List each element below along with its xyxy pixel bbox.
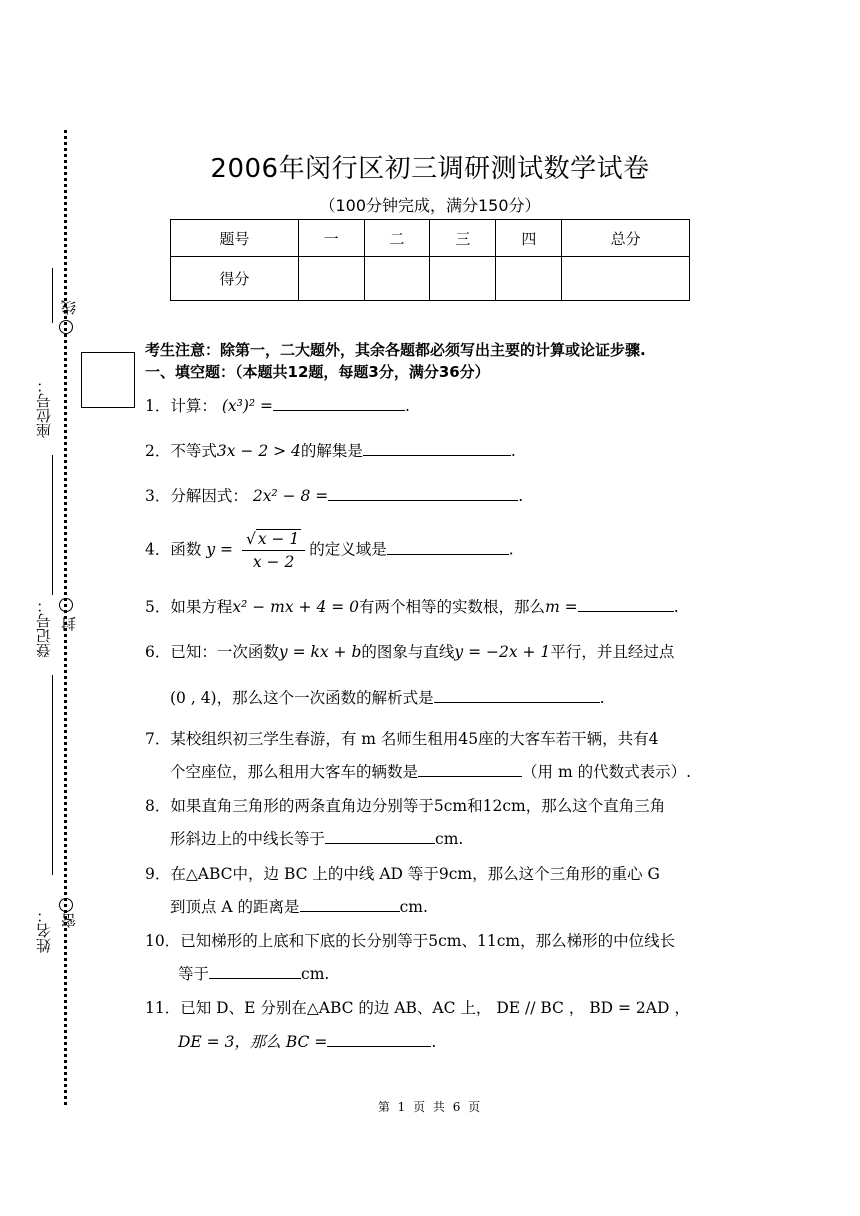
seat-underline [52, 268, 53, 323]
question-6-line-2: (0 , 4)，那么这个一次函数的解析式是 . [170, 689, 605, 707]
seal-char: 封 [60, 616, 78, 631]
question-8-line-2: 形斜边上的中线长等于 cm. [170, 830, 464, 848]
binding-circle-1 [59, 320, 73, 334]
score-header-cell: 二 [364, 220, 430, 257]
fraction: $\frac{√ x - 1}{x - 2}$ [242, 528, 305, 573]
seat-label: 座位号： [35, 378, 53, 438]
score-cell [562, 257, 690, 301]
question-5: 5．如果方程x² − mx + 4 = 0有两个相等的实数根，那么m = . [145, 598, 679, 616]
name-underline [52, 675, 53, 875]
line-char: 线 [60, 300, 78, 315]
score-header-cell: 四 [496, 220, 562, 257]
score-cell [364, 257, 430, 301]
binding-circle-3 [59, 898, 73, 912]
question-2: 2．不等式3x − 2 > 4的解集是 . [145, 442, 516, 460]
page-footer: 第 1 页 共 6 页 [377, 1100, 483, 1114]
question-9: 9．在△ABC中，边 BC 上的中线 AD 等于9cm，那么这个三角形的重心 G [145, 865, 660, 883]
question-7-line-2: 个空座位，那么租用大客车的辆数是 （用 m 的代数式表示）. [170, 763, 691, 781]
exam-subtitle: （100分钟完成，满分150分） [319, 196, 541, 215]
secret-char: 密 [60, 913, 78, 928]
binding-circle-2 [59, 598, 73, 612]
seat-number-box [81, 352, 135, 408]
score-header-cell: 总分 [562, 220, 690, 257]
section-heading: 一、填空题：（本题共12题，每题3分，满分36分） [145, 363, 490, 381]
exam-title: 2006年闵行区初三调研测试数学试卷 [210, 154, 650, 184]
score-header-cell: 题号 [171, 220, 299, 257]
score-cell [496, 257, 562, 301]
score-cell [298, 257, 364, 301]
question-7: 7．某校组织初三学生春游，有 m 名师生租用45座的大客车若干辆，共有4 [145, 730, 659, 748]
score-header-cell: 三 [430, 220, 496, 257]
question-6: 6．已知：一次函数y = kx + b的图象与直线y = −2x + 1平行，并且经过点 [145, 643, 675, 661]
exam-notice: 考生注意：除第一，二大题外，其余各题都必须写出主要的计算或论证步骤. [145, 341, 646, 359]
question-3: 3．分解因式： 2x² − 8 = . [145, 487, 524, 505]
score-table [170, 219, 690, 301]
question-11-line-2: DE = 3，那么 BC = . [178, 1033, 437, 1051]
question-1: 1．计算： (x³)² = . [145, 397, 410, 415]
question-11: 11．已知 D、E 分别在△ABC 的边 AB、AC 上， DE // BC ， BD = 2AD ， [145, 999, 690, 1017]
registration-label: 登记号： [35, 598, 53, 658]
question-10-line-2: 等于 cm. [178, 965, 330, 983]
question-8: 8．如果直角三角形的两条直角边分别等于5cm和12cm，那么这个直角三角 [145, 797, 666, 815]
reg-underline [52, 455, 53, 595]
name-label: 姓名： [35, 908, 53, 953]
question-9-line-2: 到顶点 A 的距离是 cm. [170, 898, 428, 916]
score-row-label: 得分 [171, 257, 299, 301]
question-4: 4．函数 y = $\frac{√ x - 1}{x - 2}$ 的定义域是 . [145, 530, 514, 571]
score-header-cell: 一 [298, 220, 364, 257]
question-10: 10．已知梯形的上底和下底的长分别等于5cm、11cm，那么梯形的中位线长 [145, 932, 676, 950]
score-cell [430, 257, 496, 301]
